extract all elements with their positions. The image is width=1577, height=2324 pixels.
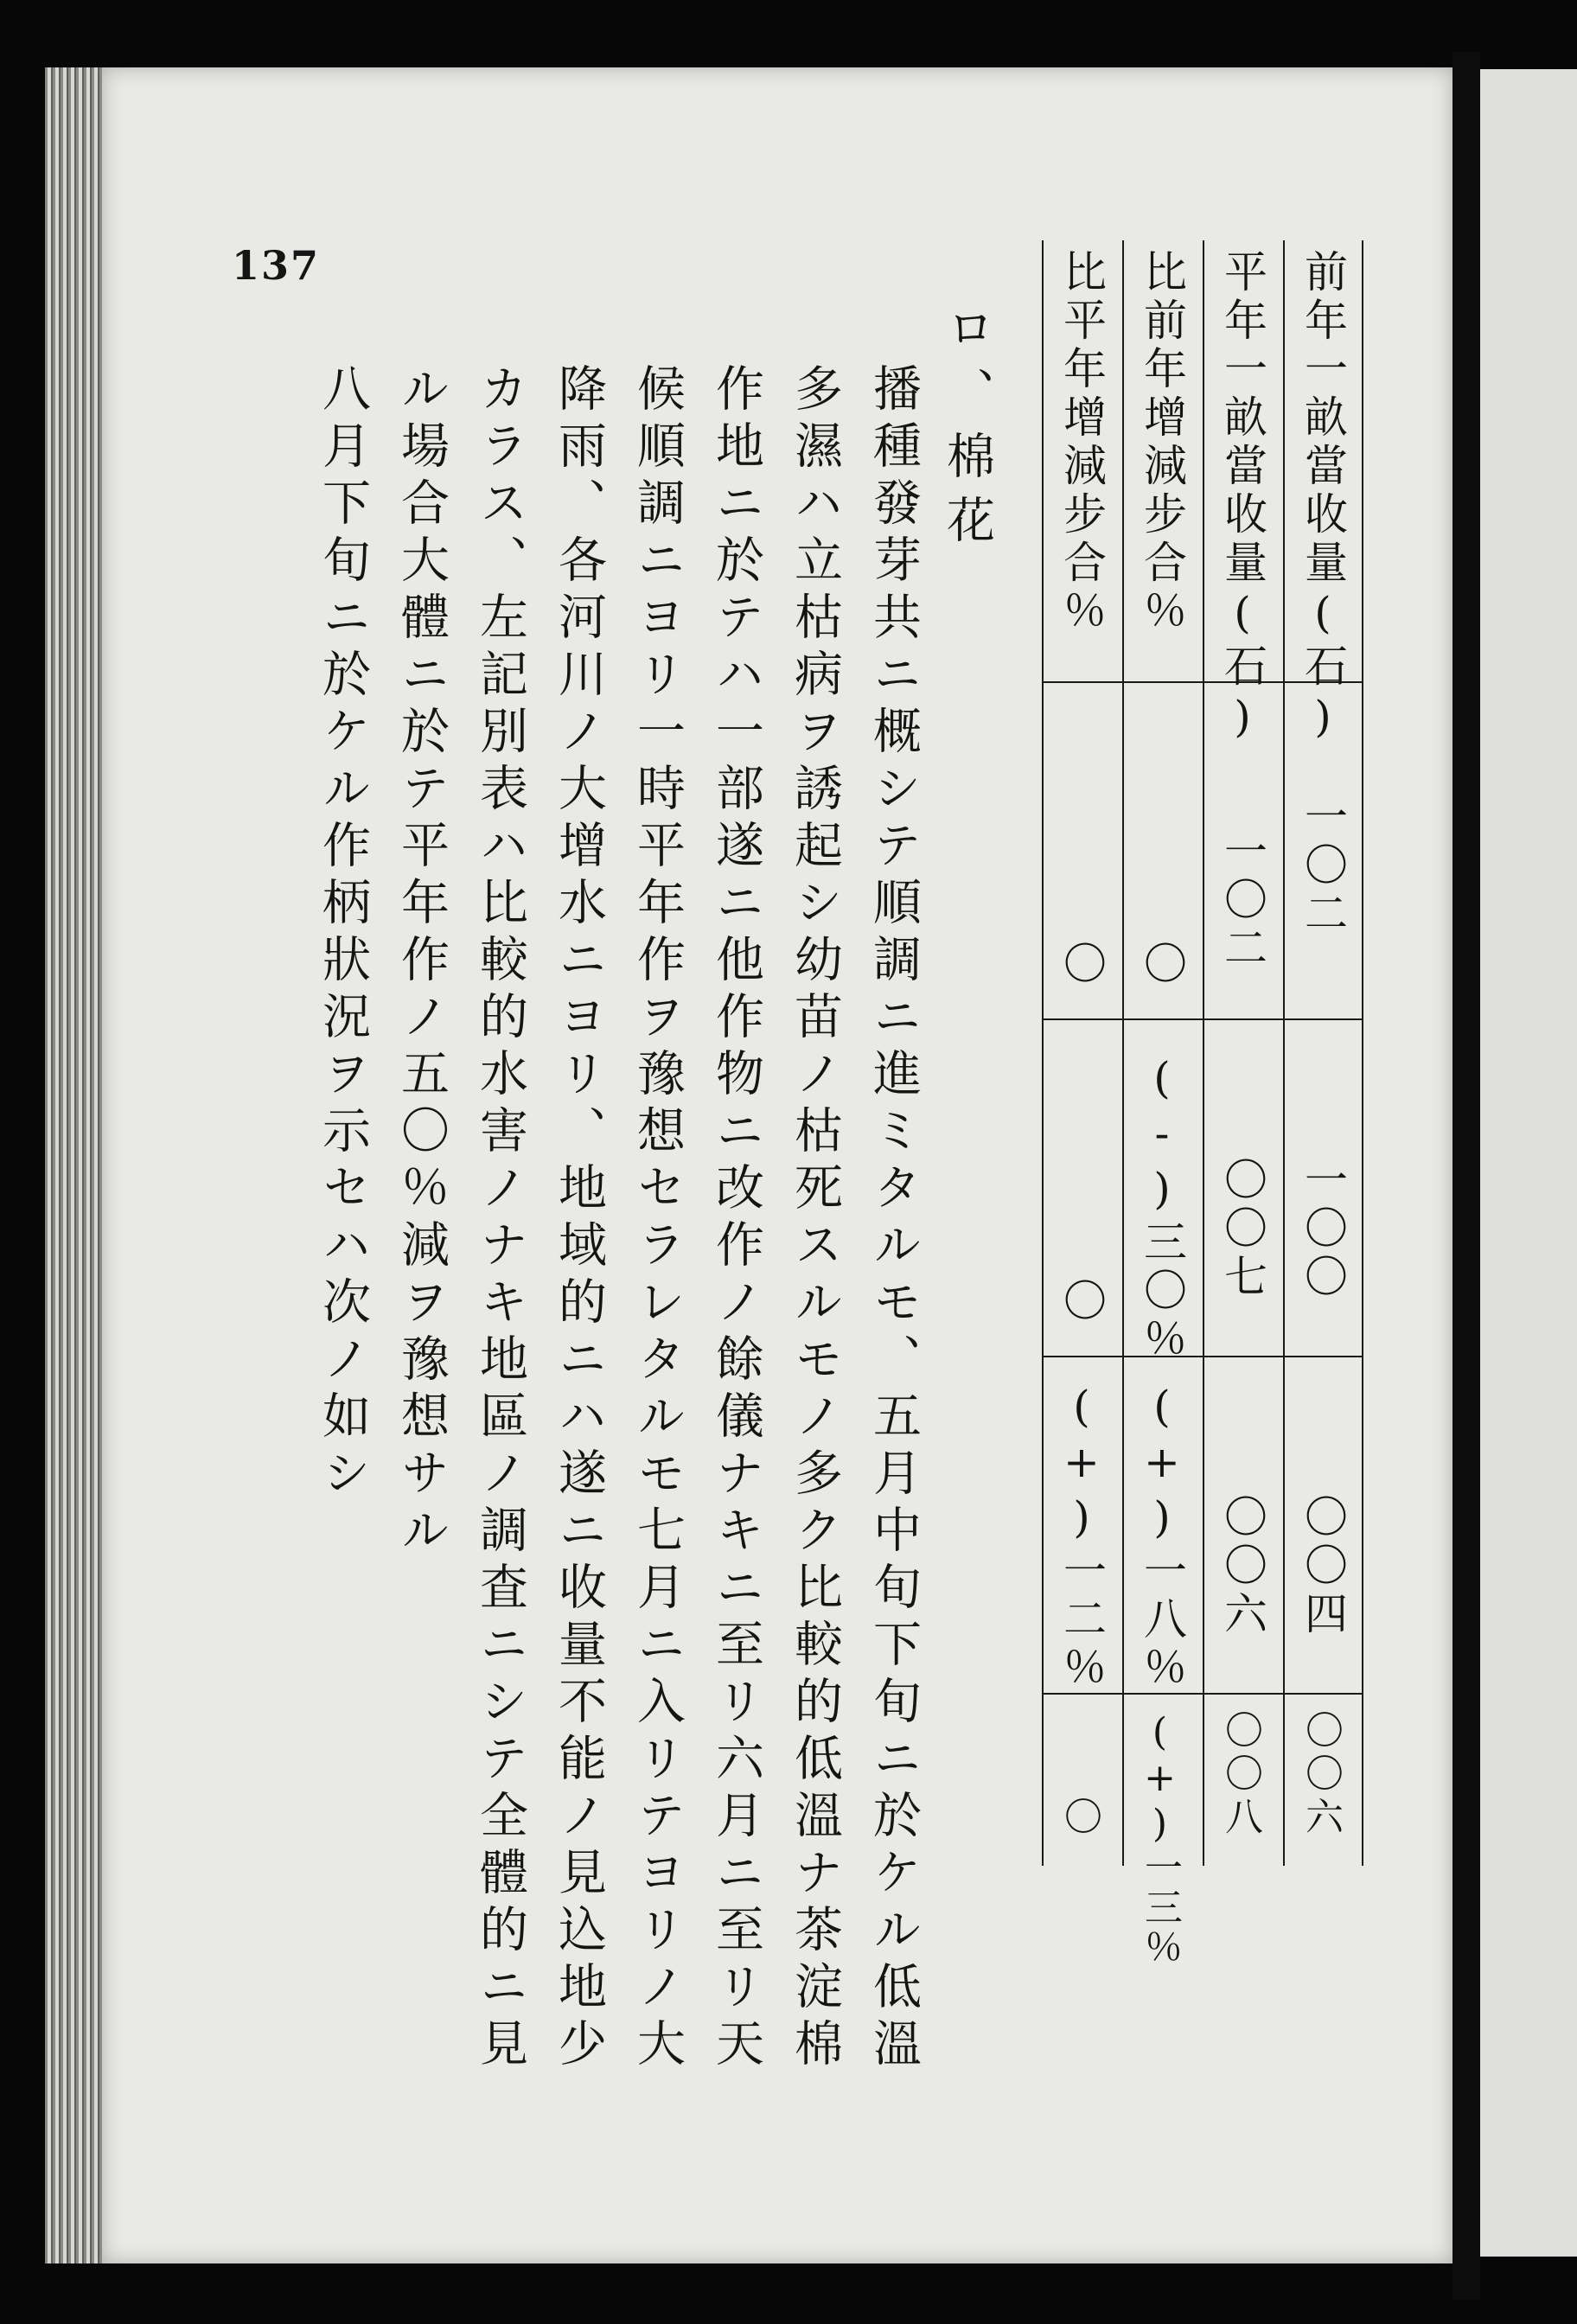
table-cell: 〇	[1057, 1278, 1107, 1326]
table-cell: 〇〇四	[1298, 1494, 1348, 1639]
table-cell: 一〇二	[1217, 828, 1267, 974]
row-label: 平年一畝當收量(石)	[1217, 249, 1267, 747]
table-rule	[1042, 1018, 1363, 1020]
page-edge	[45, 67, 102, 2263]
row-label: 比平年增減步合％	[1057, 249, 1107, 636]
row-label: 比前年增減步合％	[1137, 249, 1187, 636]
table-cell: 一〇二	[1298, 794, 1348, 939]
body-text-column: 候順調ニヨリ一時平年作ヲ豫想セラレタルモ七月ニ入リテヨリノ大	[629, 363, 686, 2075]
table-rule	[1042, 1693, 1363, 1695]
table-cell: 〇	[1057, 1797, 1101, 1840]
table-rule	[1203, 240, 1204, 1866]
body-text-column: 八月下旬ニ於ケル作柄狀況ヲ示セハ次ノ如シ	[315, 363, 371, 1504]
table-rule	[1283, 240, 1285, 1866]
table-cell: (+)一三％	[1138, 1710, 1182, 1967]
binding-gap	[1452, 52, 1480, 2300]
adjacent-page-edge	[1480, 69, 1577, 2257]
table-rule	[1122, 240, 1124, 1866]
table-cell: 〇〇六	[1299, 1710, 1343, 1840]
table-rule	[1042, 1356, 1363, 1357]
yield-table	[1042, 240, 1363, 1967]
table-rule	[1362, 240, 1363, 1866]
row-label: 前年一畝當收量(石)	[1298, 249, 1348, 747]
table-cell: (-)三〇％	[1137, 1053, 1187, 1364]
table-cell: 〇〇七	[1217, 1157, 1267, 1302]
table-cell: 〇	[1137, 941, 1187, 989]
body-text-column: 作地ニ於テハ一部遂ニ他作物ニ改作ノ餘儀ナキニ至リ六月ニ至リ天	[708, 363, 764, 2075]
section-heading: ロ、棉花	[939, 303, 995, 559]
table-cell: (+)一八％	[1137, 1382, 1187, 1693]
table-cell: 〇	[1057, 941, 1107, 989]
body-text-column: ル場合大體ニ於テ平年作ノ五〇％減ヲ豫想サル	[393, 363, 450, 1561]
table-cell: 一〇〇	[1298, 1157, 1348, 1302]
body-text-column: 多濕ハ立枯病ヲ誘起シ幼苗ノ枯死スルモノ多ク比較的低溫ナ茶淀棉	[787, 363, 843, 2075]
table-rule	[1042, 240, 1044, 1866]
table-cell: 〇〇八	[1218, 1710, 1262, 1840]
body-text-column: カラス、左記別表ハ比較的水害ノナキ地區ノ調査ニシテ全體的ニ見	[472, 363, 528, 2075]
table-cell: (+)一二％	[1057, 1382, 1107, 1693]
table-cell: 〇〇六	[1217, 1494, 1267, 1639]
page-number: 137	[232, 242, 321, 289]
body-text-column: 降雨、各河川ノ大增水ニヨリ、地域的ニハ遂ニ收量不能ノ見込地少	[551, 363, 607, 2075]
body-text-column: 播種發芽共ニ概シテ順調ニ進ミタルモ、五月中旬下旬ニ於ケル低溫	[865, 363, 922, 2075]
